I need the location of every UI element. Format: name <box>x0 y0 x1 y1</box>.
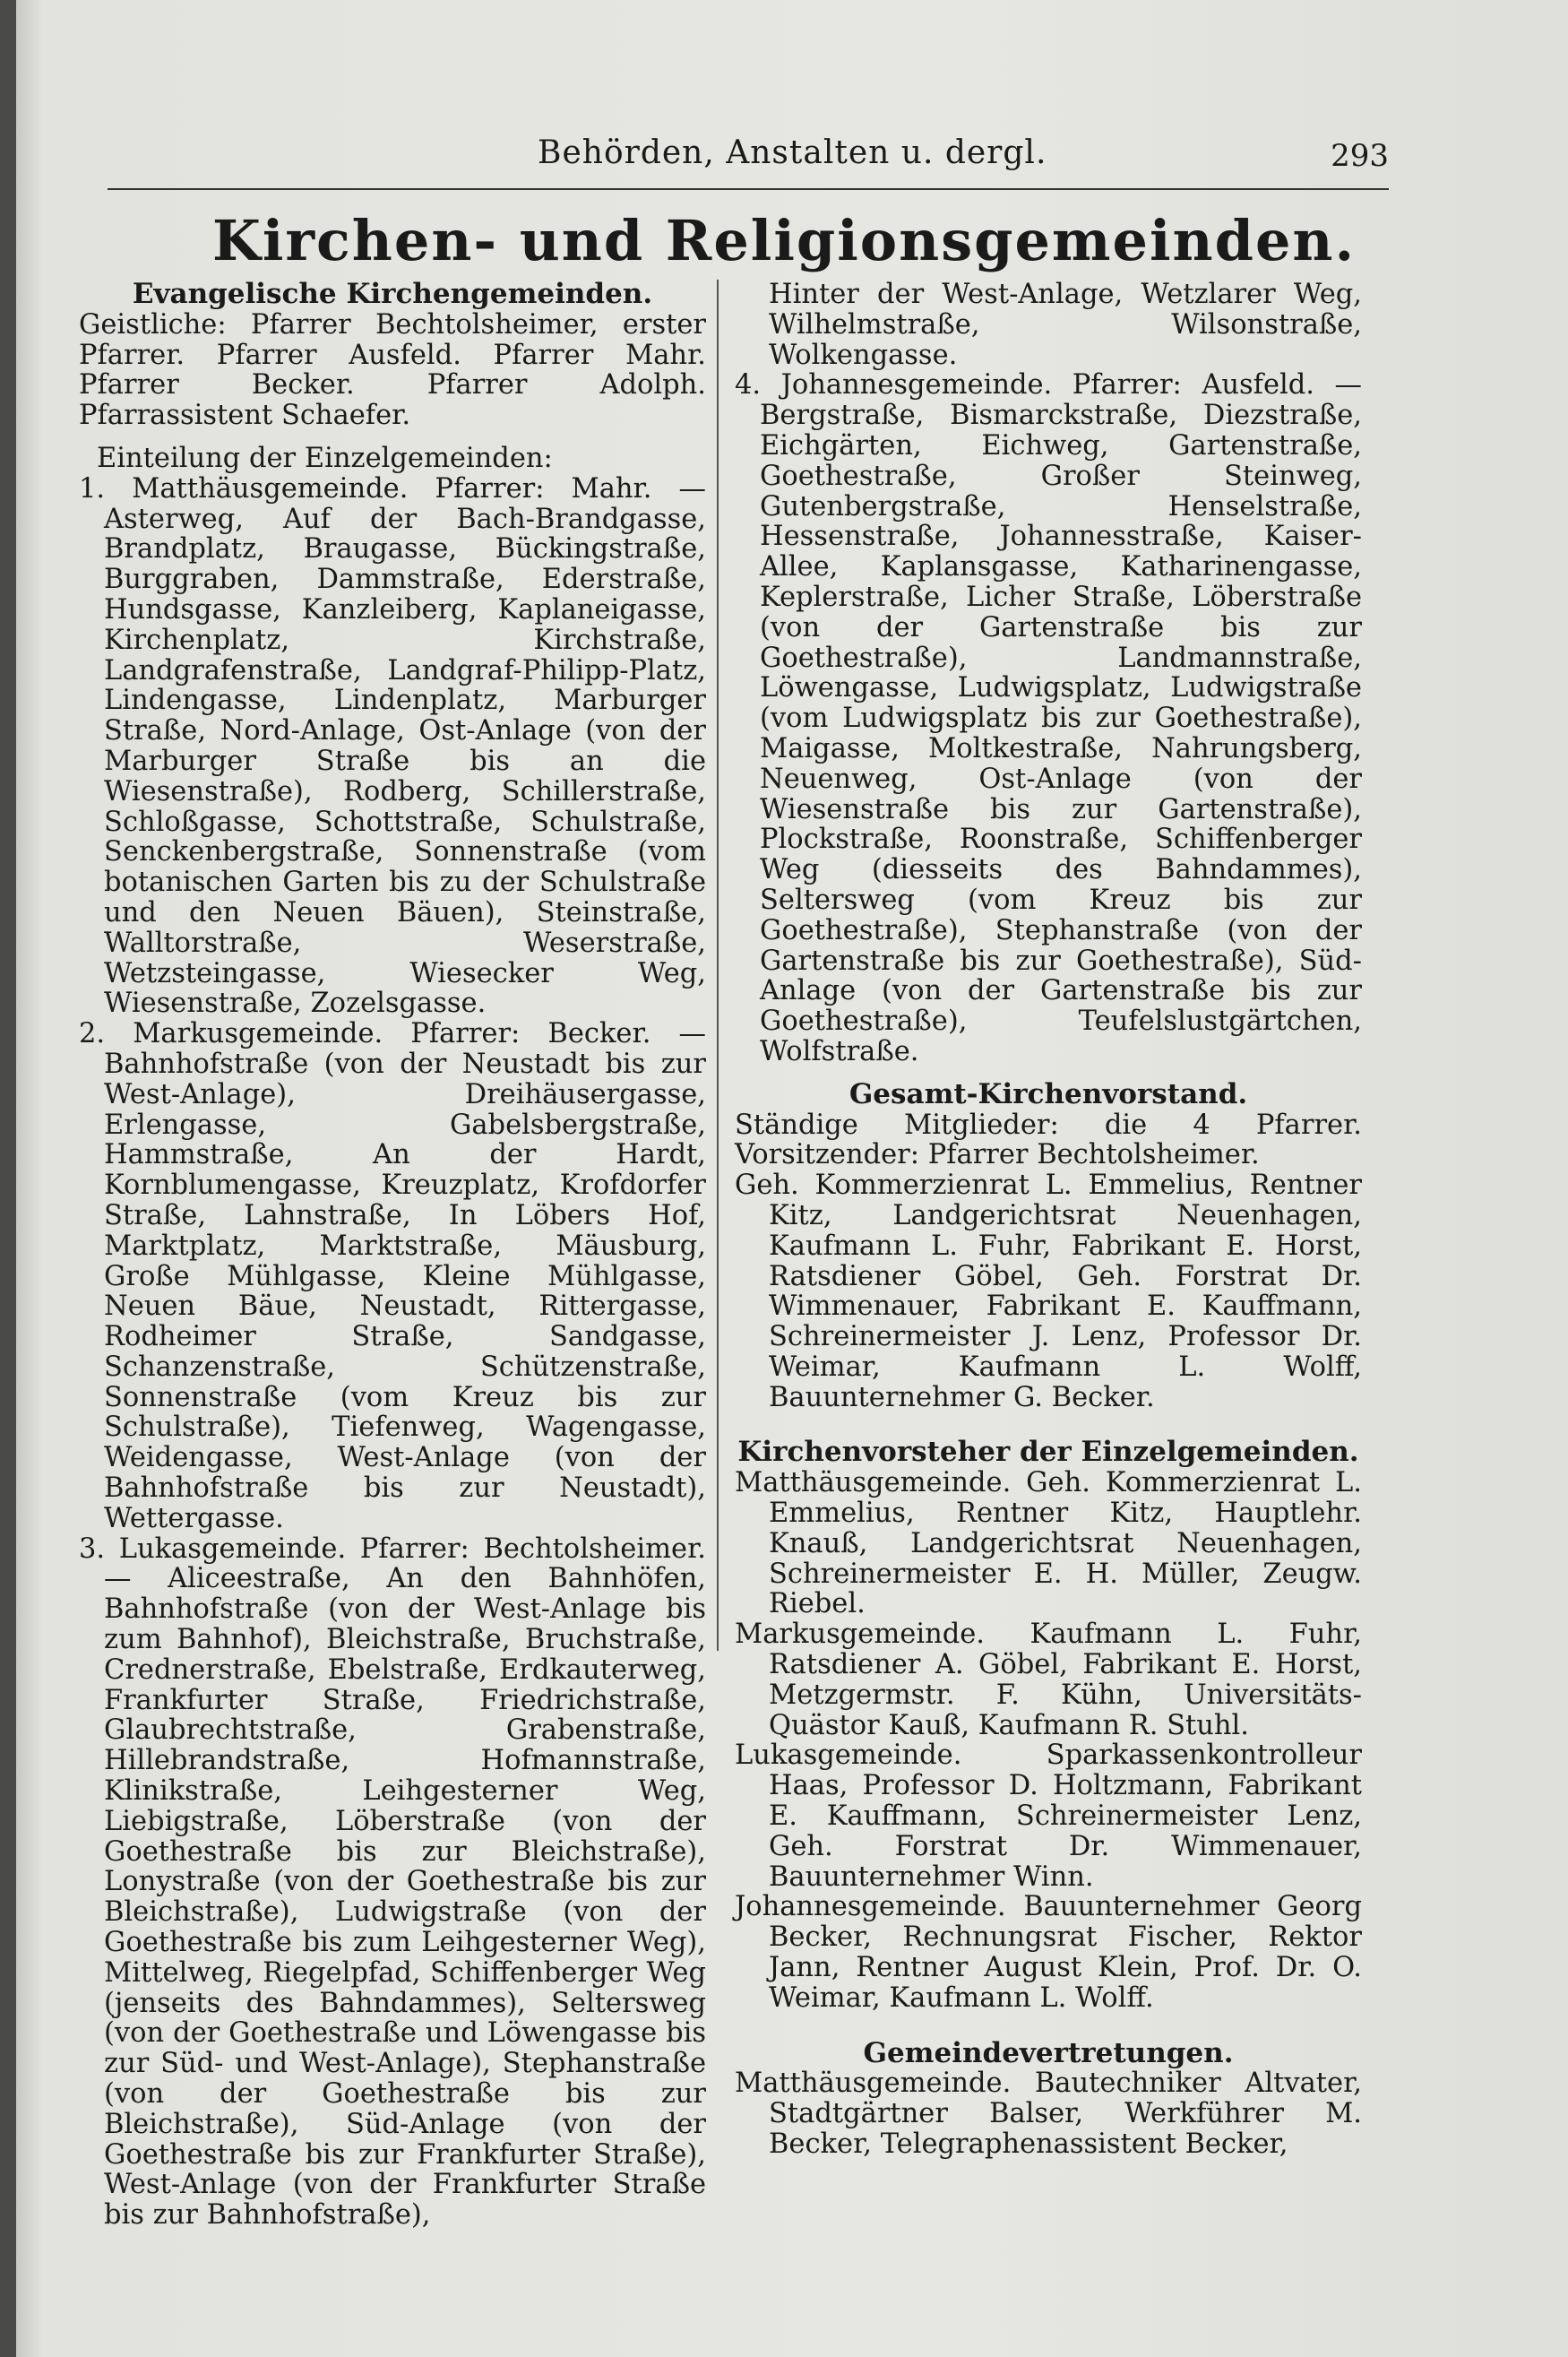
parish-item-1 <box>79 474 706 1019</box>
section-heading-representatives: Gemeindevertretungen. <box>863 2036 1234 2069</box>
section-heading-church-elders: Kirchenvorsteher der Einzelgemeinden. <box>737 1436 1359 1469</box>
elders-johannes: Johannesgemeinde. Bauunternehmer Georg Becker, Rechnungsrat Fischer, Rektor Jann, Rentner August Klein, Prof. Dr. O. Weimar, Kaufmann L. Wolff. <box>735 1891 1362 2014</box>
elders-matthaeus: Matthäusgemeinde. Geh. Kommerzienrat L. Emmelius, Rentner Kitz, Hauptlehr. Knauß, Landgerichtsrat Neuenhagen, Schreinermeister E. H. Müller, Zeugw. Riebel. <box>735 1467 1362 1620</box>
item-number: 4. <box>735 369 762 401</box>
council-standing-members: Ständige Mitglieder: die 4 Pfarrer. Vorsitzender: Pfarrer Bechtolsheimer. <box>735 1109 1362 1171</box>
item-text: Matthäusgemeinde. Pfarrer: Mahr. — Asterweg, Auf der Bach-Brandgasse, Brandplatz, Braugasse, Bückingstraße, Burggraben, Dammstraße, Ederstraße, Hundsgasse, Kanzleiberg, Kaplaneigasse, Kirchenplatz, Kirchstraße, Landgrafenstraße, Landgraf-Philipp-Platz, Lindengasse, Lindenplatz, Marburger Straße, Nord-Anlage, Ost-Anlage (von der Marburger Straße bis an die Wiesenstraße), Rodberg, Schillerstraße, Schloßgasse, Schottstraße, Schulstraße, Senckenbergstraße, Sonnenstraße (vom botanischen Garten bis zu der Schulstraße und den Neuen Bäuen), Steinstraße, Walltorstraße, Weserstraße, Wetzsteingasse, Wiesecker Weg, Wiesenstraße, Zozelsgasse. <box>104 472 707 1020</box>
item-text: Lukasgemeinde. Pfarrer: Bechtolsheimer. — Aliceestraße, An den Bahnhöfen, Bahnhofstraße (von der West-Anlage bis zum Bahnhof), Bleichstraße, Bruchstraße, Crednerstraße, Ebelstraße, Erdkauterweg, Frankfurter Straße, Friedrichstraße, Glaubrechtstraße, Grabenstraße, Hillebrandstraße, Hofmannstraße, Klinikstraße, Leihgesterner Weg, Liebigstraße, Löberstraße (von der Goethestraße bis zur Bleichstraße), Lonystraße (von der Goethestraße bis zur Bleichstraße), Ludwigstraße (von der Goethestraße bis zum Leihgesterner Weg), Mittelweg, Riegelpfad, Schiffenberger Weg (jenseits des Bahndammes), Seltersweg (von der Goethestraße und Löwengasse bis zur Süd- und West-Anlage), Stephanstraße (von der Goethestraße bis zur Bleichstraße), Süd-Anlage (von der Goethestraße bis zur Frankfurter Straße), West-Anlage (von der Frankfurter Straße bis zur Bahnhofstraße), <box>104 1532 707 2232</box>
council-member-list: Geh. Kommerzienrat L. Emmelius, Rentner Kitz, Landgerichtsrat Neuenhagen, Kaufmann L. Fuhr, Fabrikant E. Horst, Ratsdiener Göbel, Geh. Forstrat Dr. Wimmenauer, Fabrikant E. Kauffmann, Schreinermeister J. Lenz, Professor Dr. Weimar, Kaufmann L. Wolff, Bauunternehmer G. Becker. <box>735 1170 1362 1413</box>
right-column <box>735 280 1362 2160</box>
parish-item-4 <box>735 370 1362 1066</box>
parish-item-2 <box>79 1019 706 1534</box>
item-text: Markusgemeinde. Pfarrer: Becker. — Bahnhofstraße (von der Neustadt bis zur West-Anlage), Dreihäusergasse, Erlengasse, Gabelsbergstraße, Hammstraße, An der Hardt, Kornblumengasse, Kreuzplatz, Krofdorfer Straße, Lahnstraße, In Löbers Hof, Marktplatz, Marktstraße, Mäusburg, Große Mühlgasse, Kleine Mühlgasse, Neuen Bäue, Neustadt, Rittergasse, Rodheimer Straße, Sandgasse, Schanzenstraße, Schützenstraße, Sonnenstraße (vom Kreuz bis zur Schulstraße), Tiefenweg, Wagengasse, Weidengasse, West-Anlage (von der Bahnhofstraße bis zur Neustadt), Wettergasse. <box>104 1018 706 1534</box>
section-heading-evangelical: Evangelische Kirchengemeinden. <box>132 278 653 310</box>
book-binding-edge <box>0 0 16 2357</box>
elders-markus: Markusgemeinde. Kaufmann L. Fuhr, Ratsdiener A. Göbel, Fabrikant E. Horst, Metzgermstr. F. Kühn, Universitäts-Quästor Kauß, Kaufmann R. Stuhl. <box>735 1619 1362 1741</box>
item-number: 1. <box>79 472 106 505</box>
division-heading: Einteilung der Einzelgemeinden: <box>97 442 553 474</box>
elders-lukas: Lukasgemeinde. Sparkassenkontrolleur Haas, Professor D. Holtzmann, Fabrikant E. Kauffmann, Schreinermeister Lenz, Geh. Forstrat Dr. Wimmenauer, Bauunternehmer Winn. <box>735 1740 1362 1893</box>
section-heading-council: Gesamt-Kirchenvorstand. <box>849 1077 1248 1110</box>
page-number: 293 <box>1331 138 1389 174</box>
column-divider <box>717 280 719 1651</box>
running-head <box>108 134 1389 190</box>
left-column <box>79 280 706 2231</box>
running-title: Behörden, Anstalten u. dergl. <box>538 134 1047 171</box>
parish-item-3 <box>79 1534 706 2231</box>
representatives-matthaeus: Matthäusgemeinde. Bautechniker Altvater, Stadtgärtner Balser, Werkführer M. Becker, Telegraphenassistent Becker, <box>735 2068 1362 2161</box>
page-title: Kirchen- und Religionsgemeinden. <box>211 208 1357 273</box>
item-number: 2. <box>79 1018 106 1050</box>
item-text: Johannesgemeinde. Pfarrer: Ausfeld. — Bergstraße, Bismarckstraße, Diezstraße, Eichgärten, Eichweg, Gartenstraße, Goethestraße, Großer Steinweg, Gutenbergstraße, Henselstraße, Hessenstraße, Johannesstraße, Kaiser-Allee, Kaplansgasse, Katharinengasse, Keplerstraße, Licher Straße, Löberstraße (von der Gartenstraße bis zur Goethestraße), Landmannstraße, Löwengasse, Ludwigsplatz, Ludwigstraße (vom Ludwigsplatz bis zur Goethestraße), Maigasse, Moltkestraße, Nahrungsberg, Neuenweg, Ost-Anlage (von der Wiesenstraße bis zur Gartenstraße), Plockstraße, Roonstraße, Schiffenberger Weg (diesseits des Bahndammes), Seltersweg (vom Kreuz bis zur Goethestraße), Stephanstraße (von der Gartenstraße bis zur Goethestraße), Süd-Anlage (von der Gartenstraße bis zur Goethestraße), Teufelslustgärtchen, Wolfstraße. <box>760 369 1362 1067</box>
clergy-list: Geistliche: Pfarrer Bechtolsheimer, erster Pfarrer. Pfarrer Ausfeld. Pfarrer Mahr. Pfarrer Becker. Pfarrer Adolph. Pfarrassistent Schaefer. <box>79 308 706 432</box>
item-number: 3. <box>79 1532 106 1565</box>
item-3-continuation: Hinter der West-Anlage, Wetzlarer Weg, Wilhelmstraße, Wilsonstraße, Wolkengasse. <box>769 279 1362 371</box>
